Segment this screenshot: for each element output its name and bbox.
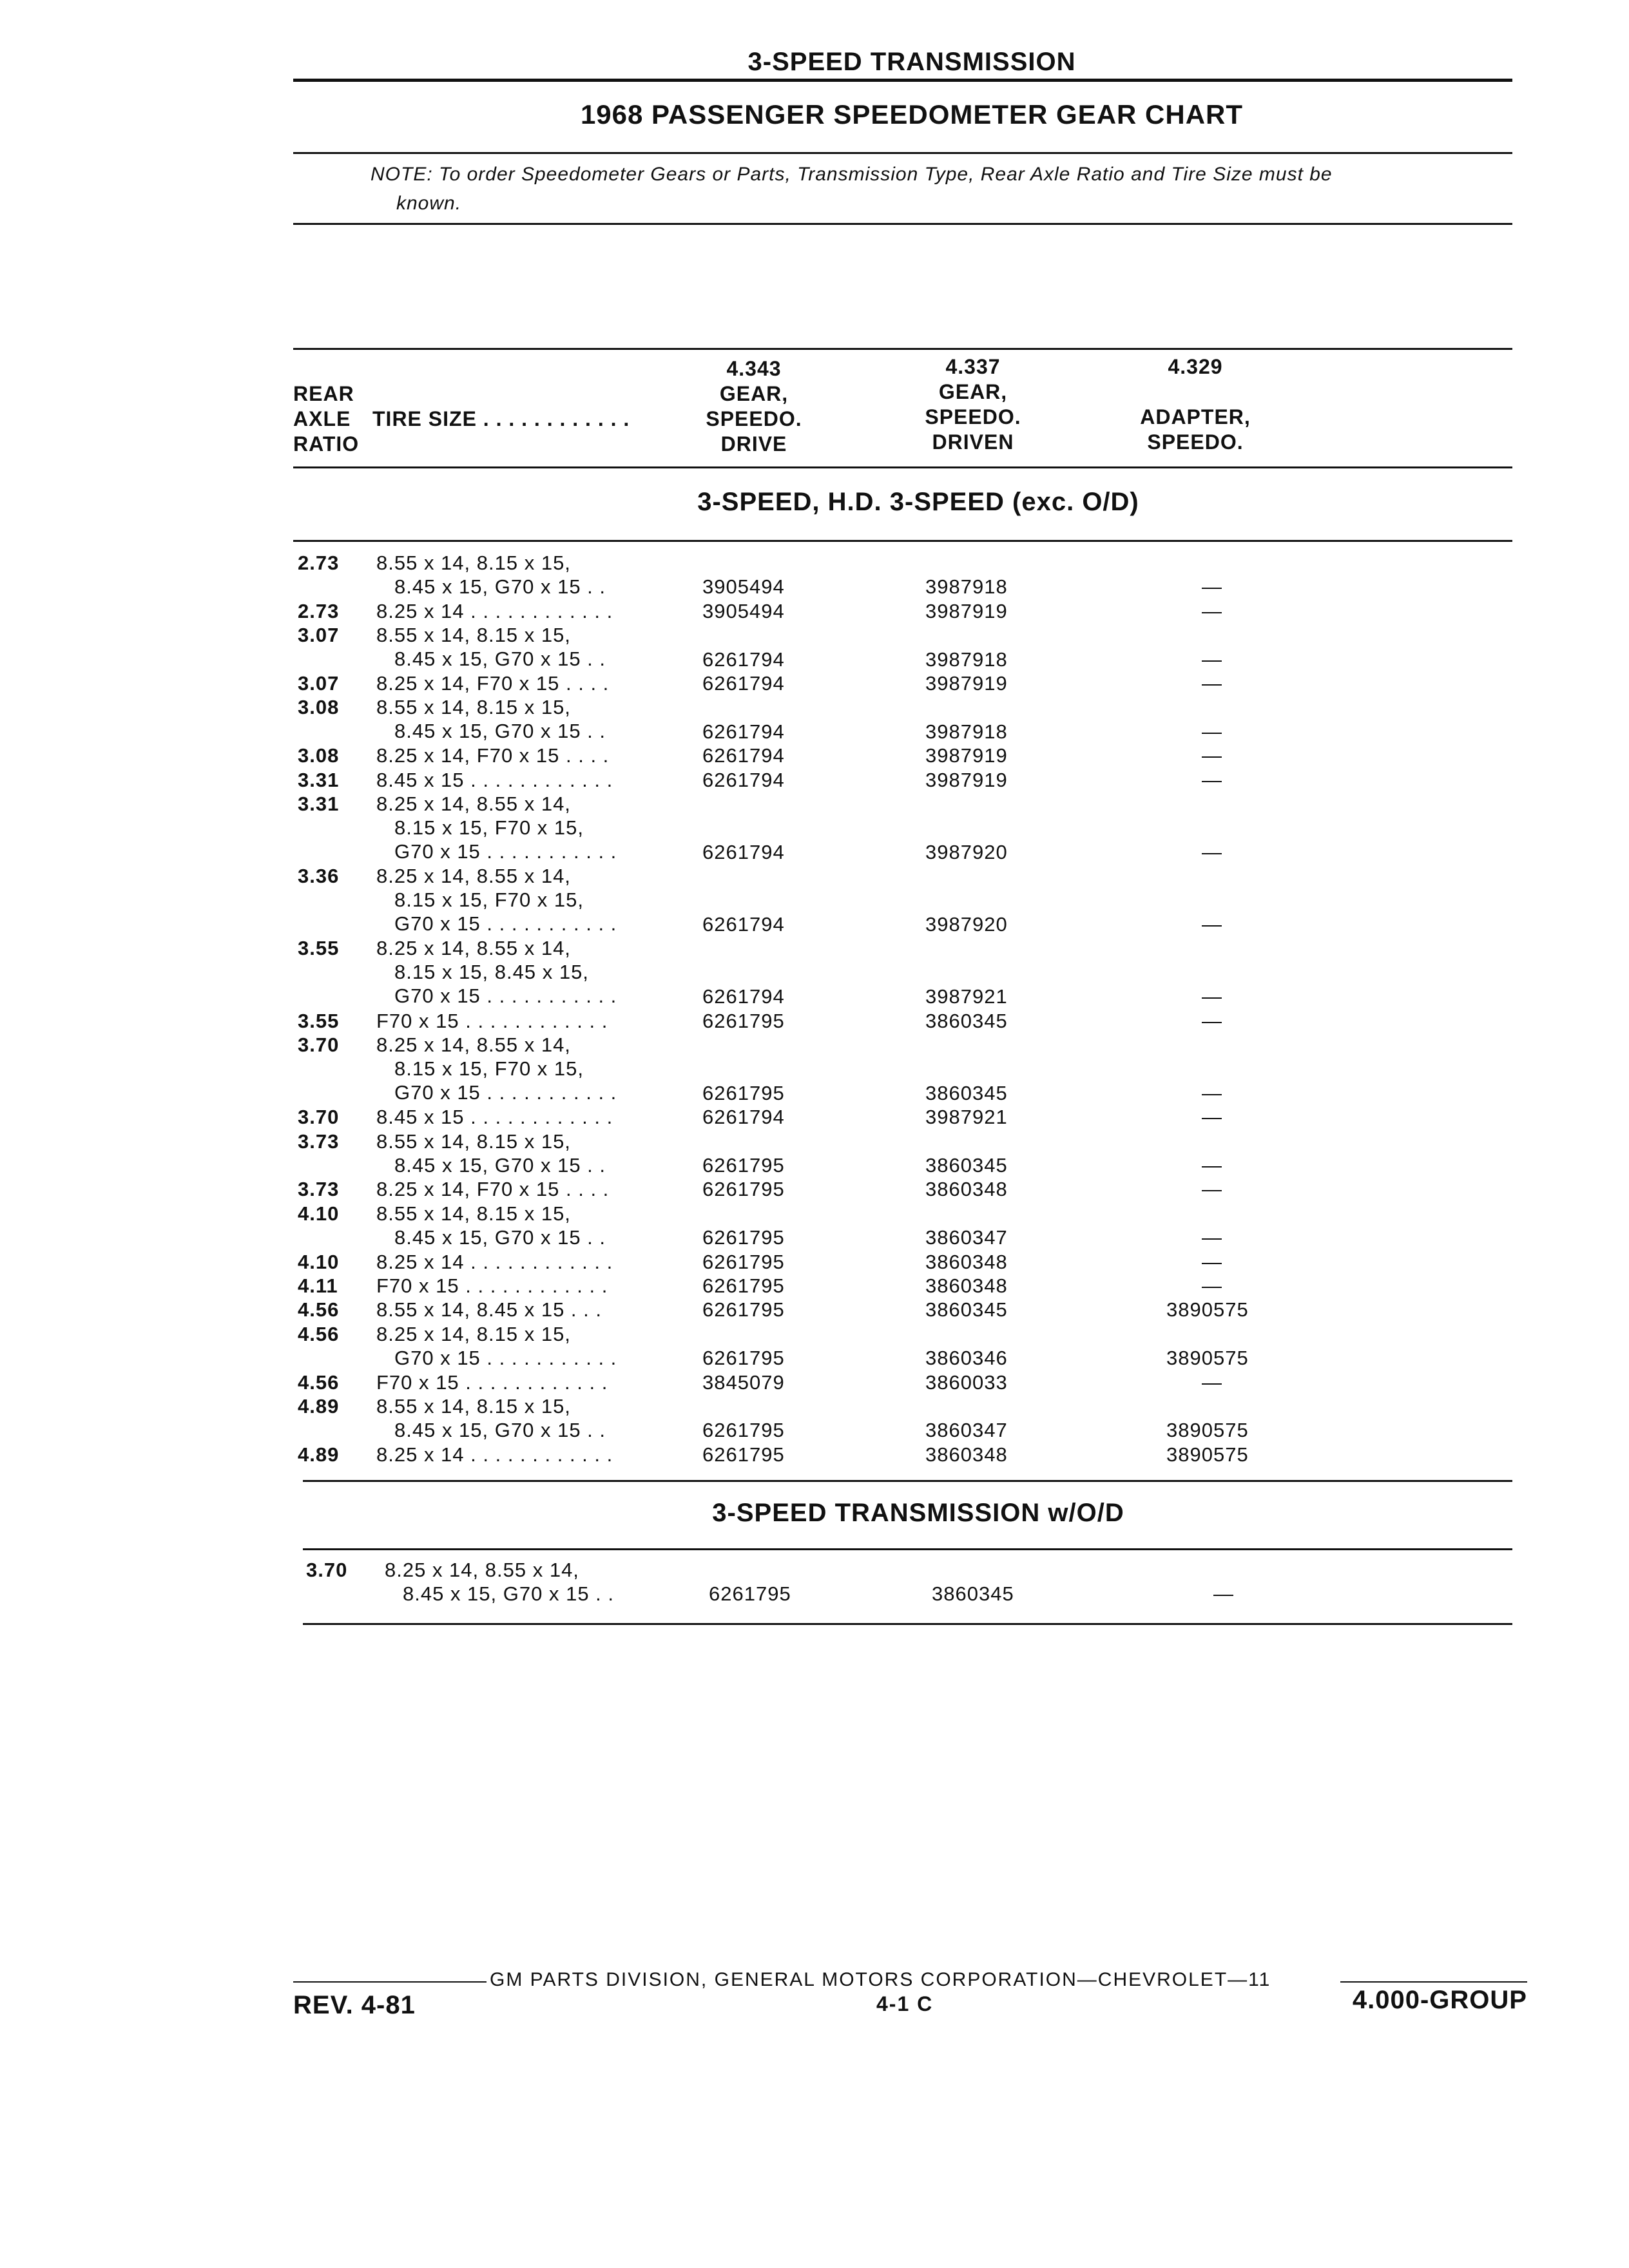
driven-gear-number: 3860346: [925, 1347, 1008, 1370]
adapter-number: 3890575: [1166, 1298, 1249, 1321]
tire-size-line: 8.25 x 14, F70 x 15 . . . .: [376, 1178, 610, 1201]
adapter-number: 3890575: [1166, 1347, 1249, 1370]
table-row: [0, 768, 1629, 792]
axle-ratio: 3.07: [298, 672, 340, 695]
tire-size: [376, 1202, 660, 1249]
tire-size-line: F70 x 15 . . . . . . . . . . . .: [376, 1370, 608, 1394]
driven-gear-number: 3987921: [925, 1106, 1008, 1129]
drive-gear-number: 6261795: [702, 1153, 785, 1177]
note-line-2: known.: [396, 193, 462, 214]
driven-gear-number: 3987918: [925, 648, 1008, 671]
tire-size: [376, 671, 660, 695]
driven-gear-number: 3987919: [925, 744, 1008, 767]
axle-ratio: 2.73: [298, 552, 340, 574]
tire-size-line: 8.45 x 15, G70 x 15 . .: [394, 648, 606, 671]
tire-size-line: G70 x 15 . . . . . . . . . . .: [394, 912, 617, 936]
adapter-number: 3890575: [1166, 1419, 1249, 1442]
axle-ratio: 3.36: [298, 865, 340, 888]
axle-ratio: 2.73: [298, 599, 340, 622]
tire-size: [376, 1298, 660, 1321]
axle-ratio: 4.56: [298, 1298, 340, 1321]
footer-publisher: GM PARTS DIVISION, GENERAL MOTORS CORPORATION—CHEVROLET—11: [490, 1969, 1271, 1990]
driven-gear-number: 3987919: [925, 599, 1008, 622]
table-row: [0, 1105, 1629, 1129]
adapter-number: —: [1202, 840, 1222, 863]
tire-size: [376, 1177, 660, 1201]
driven-gear-number: 3860348: [925, 1250, 1008, 1273]
driven-gear-number: 3987920: [925, 912, 1008, 936]
driven-gear-number: 3987920: [925, 840, 1008, 863]
tire-size: [376, 1370, 660, 1394]
driven-gear-number: 3987918: [925, 720, 1008, 743]
drive-gear-number: 6261795: [709, 1582, 791, 1606]
adapter-number: —: [1202, 912, 1222, 936]
table-bottom-rule: [303, 1623, 1512, 1625]
tire-size-line: 8.45 x 15, G70 x 15 . .: [394, 1225, 606, 1249]
axle-ratio: 4.10: [298, 1202, 340, 1225]
drive-gear-number: 6261795: [702, 1298, 785, 1321]
axle-ratio: 3.70: [298, 1106, 340, 1129]
tire-size-line: 8.25 x 14, F70 x 15 . . . .: [376, 744, 610, 767]
tire-size-line: 8.45 x 15, G70 x 15 . .: [403, 1582, 615, 1605]
footer-rule-right: [1340, 1981, 1527, 1983]
tire-size-line: 8.55 x 14, 8.15 x 15,: [376, 1395, 571, 1418]
drive-gear-number: 6261795: [702, 1274, 785, 1297]
drive-gear-number: 6261795: [702, 1178, 785, 1201]
axle-ratio: 3.55: [298, 1009, 340, 1032]
driven-gear-number: 3860345: [925, 1009, 1008, 1032]
tire-size: [376, 1394, 660, 1442]
driven-gear-number: 3987919: [925, 768, 1008, 791]
tire-size: [376, 768, 660, 792]
header-top-rule: [293, 348, 1512, 350]
tire-size-line: 8.45 x 15, G70 x 15 . .: [394, 1153, 606, 1177]
tire-size-line: 8.55 x 14, 8.15 x 15,: [376, 1129, 571, 1153]
tire-size-line: 8.25 x 14, 8.55 x 14,: [376, 865, 571, 888]
adapter-number: —: [1202, 744, 1222, 767]
drive-gear-number: 6261795: [702, 1347, 785, 1370]
driven-gear-number: 3860345: [932, 1582, 1014, 1606]
section-title-3-speed: 3-SPEED, H.D. 3-SPEED (exc. O/D): [697, 488, 1139, 516]
axle-ratio: 3.07: [298, 624, 340, 647]
tire-size-line: 8.45 x 15 . . . . . . . . . . . .: [376, 768, 613, 791]
column-header-driven: 4.337 GEAR, SPEEDO. DRIVEN: [925, 355, 1021, 454]
adapter-number: —: [1202, 768, 1222, 791]
axle-ratio: 3.31: [298, 768, 340, 791]
axle-ratio: 3.70: [298, 1033, 340, 1056]
tire-size-line: 8.15 x 15, 8.45 x 15,: [394, 961, 589, 984]
axle-ratio: 4.89: [298, 1395, 340, 1418]
tire-size: [376, 623, 660, 671]
tire-size-line: G70 x 15 . . . . . . . . . . .: [394, 1081, 617, 1104]
table-row: [0, 792, 1629, 864]
tire-size: [376, 792, 660, 863]
driven-gear-number: 3860033: [925, 1370, 1008, 1394]
adapter-number: —: [1202, 1009, 1222, 1032]
order-note: [371, 160, 1479, 218]
tire-size-line: 8.25 x 14 . . . . . . . . . . . .: [376, 1443, 613, 1466]
table-row: [0, 1322, 1629, 1370]
tire-size-line: 8.25 x 14, 8.55 x 14,: [376, 1033, 571, 1056]
tire-size: [376, 744, 660, 767]
axle-ratio: 4.11: [298, 1274, 338, 1297]
driven-gear-number: 3860345: [925, 1081, 1008, 1104]
tire-size: [376, 551, 660, 599]
section-1-rule: [293, 540, 1512, 542]
tire-size-line: G70 x 15 . . . . . . . . . . .: [394, 840, 617, 863]
tire-size: [376, 864, 660, 936]
tire-size: [376, 1105, 660, 1129]
drive-gear-number: 6261794: [702, 768, 785, 791]
adapter-number: —: [1202, 1274, 1222, 1297]
adapter-number: —: [1202, 599, 1222, 622]
section-title-overdrive: 3-SPEED TRANSMISSION w/O/D: [712, 1499, 1124, 1527]
table-row: [0, 1274, 1629, 1298]
tire-size: [376, 1274, 660, 1298]
page-title: 3-SPEED TRANSMISSION: [747, 48, 1076, 76]
column-header-ratio: REAR AXLE RATIO: [293, 382, 360, 456]
header-bottom-rule: [293, 466, 1512, 468]
tire-size-line: 8.25 x 14, F70 x 15 . . . .: [376, 672, 610, 695]
driven-gear-number: 3987918: [925, 575, 1008, 599]
tire-size-line: G70 x 15 . . . . . . . . . . .: [394, 985, 617, 1008]
footer-revision: REV. 4-81: [293, 1991, 416, 2019]
table-row: [0, 1202, 1629, 1250]
adapter-number: —: [1202, 1153, 1222, 1177]
tire-size-line: 8.45 x 15, G70 x 15 . .: [394, 1419, 606, 1441]
tire-size-line: G70 x 15 . . . . . . . . . . .: [394, 1346, 617, 1369]
column-header-adapter: 4.329 ADAPTER, SPEEDO.: [1140, 355, 1251, 454]
axle-ratio: 4.10: [298, 1250, 340, 1273]
drive-gear-number: 6261795: [702, 1226, 785, 1249]
note-line-1: NOTE: To order Speedometer Gears or Parts, Transmission Type, Rear Axle Ratio and Tire Size must be: [371, 164, 1333, 185]
table-row: [0, 1298, 1629, 1321]
footer-rule-left: [293, 1981, 487, 1983]
tire-size-line: 8.25 x 14, 8.55 x 14,: [376, 793, 571, 815]
tire-size: [376, 1322, 660, 1370]
tire-size-line: 8.45 x 15 . . . . . . . . . . . .: [376, 1106, 613, 1129]
tire-size-line: 8.55 x 14, 8.15 x 15,: [376, 1202, 571, 1225]
table-row: [0, 695, 1629, 744]
adapter-number: —: [1202, 1226, 1222, 1249]
tire-size-line: 8.45 x 15, G70 x 15 . .: [394, 575, 606, 598]
driven-gear-number: 3860347: [925, 1419, 1008, 1442]
axle-ratio: 4.89: [298, 1443, 340, 1466]
drive-gear-number: 3905494: [702, 599, 785, 622]
tire-size: [376, 1033, 660, 1104]
drive-gear-number: 6261794: [702, 720, 785, 743]
axle-ratio: 3.08: [298, 696, 340, 719]
adapter-number: —: [1213, 1582, 1234, 1606]
column-header-tire-size: TIRE SIZE . . . . . . . . . . . .: [372, 407, 630, 430]
table-row: [0, 551, 1629, 599]
tire-size-line: 8.55 x 14, 8.15 x 15,: [376, 552, 571, 574]
tire-size: [376, 936, 660, 1008]
drive-gear-number: 6261794: [702, 744, 785, 767]
column-header-drive: 4.343 GEAR, SPEEDO. DRIVE: [706, 357, 802, 456]
tire-size: [376, 1009, 660, 1033]
drive-gear-number: 6261794: [702, 672, 785, 695]
driven-gear-number: 3860345: [925, 1298, 1008, 1321]
tire-size: [385, 1558, 668, 1606]
note-bottom-rule: [293, 223, 1512, 225]
table-row: [0, 599, 1629, 623]
tire-size-line: 8.25 x 14 . . . . . . . . . . . .: [376, 1250, 613, 1273]
axle-ratio: 3.55: [298, 937, 340, 960]
tire-size: [376, 599, 660, 623]
tire-size-line: 8.15 x 15, F70 x 15,: [394, 1057, 584, 1080]
adapter-number: —: [1202, 1106, 1222, 1129]
axle-ratio: 4.56: [298, 1322, 340, 1345]
drive-gear-number: 6261794: [702, 985, 785, 1008]
footer-page-number: 4-1 C: [876, 1992, 934, 2015]
axle-ratio: 3.70: [306, 1559, 348, 1581]
table-row: [0, 1129, 1629, 1178]
table-row: [0, 1250, 1629, 1274]
tire-size: [376, 1129, 660, 1177]
driven-gear-number: 3860348: [925, 1443, 1008, 1466]
tire-size-line: 8.55 x 14, 8.15 x 15,: [376, 624, 571, 647]
note-top-rule: [293, 152, 1512, 154]
drive-gear-number: 6261795: [702, 1009, 785, 1032]
tire-size: [376, 1250, 660, 1274]
tire-size-line: 8.25 x 14 . . . . . . . . . . . .: [376, 599, 613, 622]
drive-gear-number: 6261794: [702, 648, 785, 671]
adapter-number: —: [1202, 985, 1222, 1008]
table-row: [0, 864, 1629, 936]
driven-gear-number: 3860347: [925, 1226, 1008, 1249]
axle-ratio: 3.08: [298, 744, 340, 767]
table-row: [0, 744, 1629, 767]
table-row: [0, 1370, 1629, 1394]
drive-gear-number: 6261795: [702, 1443, 785, 1466]
footer-group: 4.000-GROUP: [1352, 1986, 1527, 2014]
axle-ratio: 3.31: [298, 793, 340, 815]
adapter-number: —: [1202, 648, 1222, 671]
drive-gear-number: 3905494: [702, 575, 785, 599]
axle-ratio: 3.73: [298, 1129, 340, 1153]
tire-size-line: 8.25 x 14, 8.55 x 14,: [385, 1559, 579, 1581]
axle-ratio: 3.73: [298, 1178, 340, 1201]
table-row: [0, 623, 1629, 671]
adapter-number: —: [1202, 1250, 1222, 1273]
driven-gear-number: 3987919: [925, 672, 1008, 695]
table-row: [0, 1009, 1629, 1033]
tire-size-line: 8.45 x 15, G70 x 15 . .: [394, 720, 606, 743]
tire-size-line: 8.15 x 15, F70 x 15,: [394, 889, 584, 912]
tire-size-line: 8.15 x 15, F70 x 15,: [394, 816, 584, 839]
chart-title: 1968 PASSENGER SPEEDOMETER GEAR CHART: [580, 99, 1244, 130]
driven-gear-number: 3987921: [925, 985, 1008, 1008]
tire-size-line: 8.55 x 14, 8.45 x 15 . . .: [376, 1298, 602, 1321]
drive-gear-number: 6261795: [702, 1419, 785, 1442]
axle-ratio: 4.56: [298, 1370, 340, 1394]
adapter-number: —: [1202, 720, 1222, 743]
drive-gear-number: 6261795: [702, 1250, 785, 1273]
adapter-number: —: [1202, 1081, 1222, 1104]
table-row: [0, 1033, 1629, 1105]
tire-size-line: F70 x 15 . . . . . . . . . . . .: [376, 1009, 608, 1032]
tire-size: [376, 695, 660, 743]
adapter-number: —: [1202, 575, 1222, 599]
section-2-top-rule: [303, 1480, 1512, 1482]
table-row: [0, 1177, 1629, 1201]
tire-size-line: F70 x 15 . . . . . . . . . . . .: [376, 1274, 608, 1297]
section-2-rule: [303, 1548, 1512, 1550]
adapter-number: —: [1202, 1178, 1222, 1201]
driven-gear-number: 3860348: [925, 1274, 1008, 1297]
drive-gear-number: 6261794: [702, 1106, 785, 1129]
table-row: [0, 1394, 1629, 1443]
drive-gear-number: 3845079: [702, 1370, 785, 1394]
adapter-number: —: [1202, 672, 1222, 695]
drive-gear-number: 6261794: [702, 912, 785, 936]
table-row: [0, 1443, 1629, 1466]
driven-gear-number: 3860348: [925, 1178, 1008, 1201]
table-row: [0, 671, 1629, 695]
drive-gear-number: 6261794: [702, 840, 785, 863]
tire-size: [376, 1443, 660, 1466]
table-row: [0, 936, 1629, 1008]
adapter-number: —: [1202, 1370, 1222, 1394]
tire-size-line: 8.55 x 14, 8.15 x 15,: [376, 696, 571, 719]
tire-size-line: 8.25 x 14, 8.15 x 15,: [376, 1322, 571, 1345]
tire-size-line: 8.25 x 14, 8.55 x 14,: [376, 937, 571, 960]
title-rule: [293, 79, 1512, 82]
driven-gear-number: 3860345: [925, 1153, 1008, 1177]
adapter-number: 3890575: [1166, 1443, 1249, 1466]
drive-gear-number: 6261795: [702, 1081, 785, 1104]
table-row: [0, 1558, 1629, 1606]
